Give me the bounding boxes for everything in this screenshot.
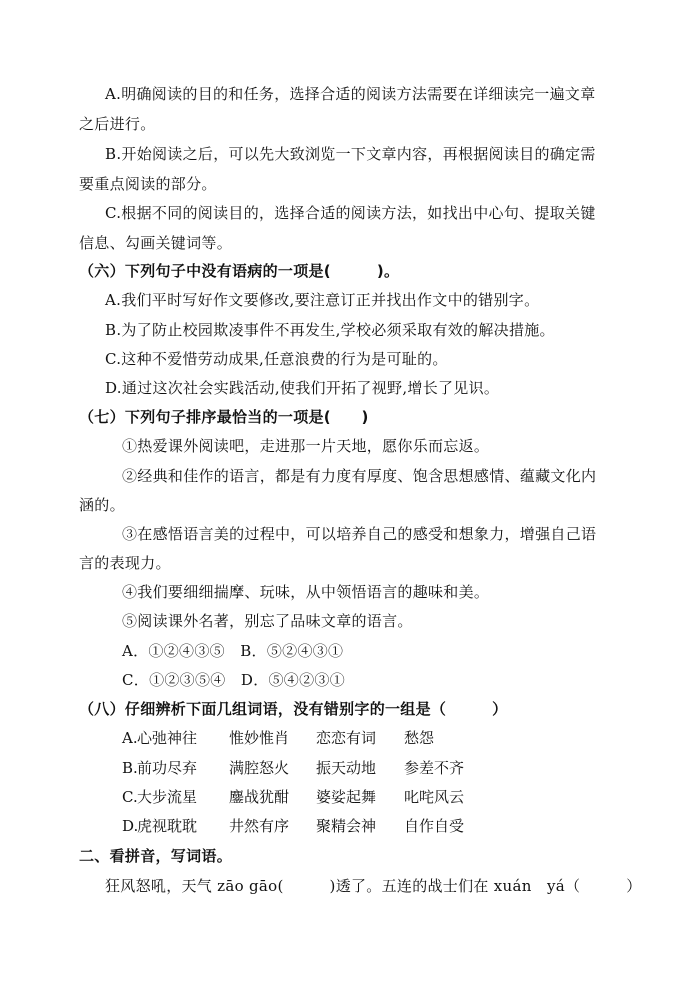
option-a-line2: 之后进行。 <box>79 115 156 133</box>
word: 恋恋有词 <box>316 729 377 747</box>
word: 聚精会神 <box>316 817 377 835</box>
question-7-options-row-2: C．①②③⑤④ D．⑤④②③① <box>122 671 346 689</box>
question-7-sentence-2-line1: ②经典和佳作的语言，都是有力度有厚度、饱含思想感情、蕴藏文化内 <box>122 467 597 485</box>
question-7-sentence-3-line2: 言的表现力。 <box>79 554 171 572</box>
word: 惟妙惟肖 <box>229 729 290 747</box>
question-8-title: （八）仔细辨析下面几组词语，没有错别字的一组是（ ） <box>79 700 508 718</box>
word: 前功尽弃 <box>137 759 198 777</box>
option-a-line1: A.明确阅读的目的和任务，选择合适的阅读方法需要在详细读完一遍文章 <box>105 85 596 103</box>
option-c-line1: C.根据不同的阅读目的，选择合适的阅读方法，如找出中心句、提取关键 <box>105 204 596 222</box>
question-7-options-row-1: A．①②④③⑤ B．⑤②④③① <box>122 642 344 660</box>
option-label: A. <box>122 729 138 747</box>
option-b-line1: B.开始阅读之后，可以先大致浏览一下文章内容，再根据阅读目的确定需 <box>105 145 596 163</box>
word: 婆娑起舞 <box>316 788 377 806</box>
section-2-title: 二、看拼音，写词语。 <box>79 847 233 865</box>
word: 满腔怒火 <box>229 759 290 777</box>
question-6-option-a: A.我们平时写好作文要修改,要注意订正并找出作文中的错别字。 <box>105 291 540 309</box>
option-b-line2: 要重点阅读的部分。 <box>79 175 217 193</box>
word: 大步流星 <box>137 788 198 806</box>
word: 振天动地 <box>316 759 377 777</box>
question-6-option-c: C.这种不爱惜劳动成果,任意浪费的行为是可耻的。 <box>105 350 448 368</box>
question-7-title: （七）下列句子排序最恰当的一项是( ) <box>79 408 369 426</box>
word: 愁怨 <box>404 729 435 747</box>
option-label: B. <box>122 759 138 777</box>
question-6-option-b: B.为了防止校园欺凌事件不再发生,学校必须采取有效的解决措施。 <box>105 321 555 339</box>
question-7-sentence-3-line1: ③在感悟语言美的过程中，可以培养自己的感受和想象力，增强自己语 <box>122 525 597 543</box>
option-label: C. <box>122 788 138 806</box>
option-c-line2: 信息、勾画关键词等。 <box>79 234 233 252</box>
question-7-sentence-5: ⑤阅读课外名著，别忘了品味文章的语言。 <box>122 612 413 630</box>
word: 井然有序 <box>229 817 290 835</box>
question-7-sentence-1: ①热爱课外阅读吧，走进那一片天地，愿你乐而忘返。 <box>122 437 490 455</box>
word: 虎视耽耽 <box>137 817 198 835</box>
word: 自作自受 <box>404 817 465 835</box>
word: 鏖战犹酣 <box>229 788 290 806</box>
question-6-title: （六）下列句子中没有语病的一项是( )。 <box>79 262 400 280</box>
question-7-sentence-4: ④我们要细细揣摩、玩味，从中领悟语言的趣味和美。 <box>122 583 490 601</box>
question-7-sentence-2-line2: 涵的。 <box>79 496 125 514</box>
section-2-text: 狂风怒吼，天气 zāo gāo( )透了。五连的战士们在 xuán yá（ ） <box>105 877 642 895</box>
option-label: D. <box>122 817 139 835</box>
word: 叱咤风云 <box>404 788 465 806</box>
word: 心弛神往 <box>137 729 198 747</box>
word: 参差不齐 <box>404 759 465 777</box>
question-6-option-d: D.通过这次社会实践活动,使我们开拓了视野,增长了见识。 <box>105 379 500 397</box>
